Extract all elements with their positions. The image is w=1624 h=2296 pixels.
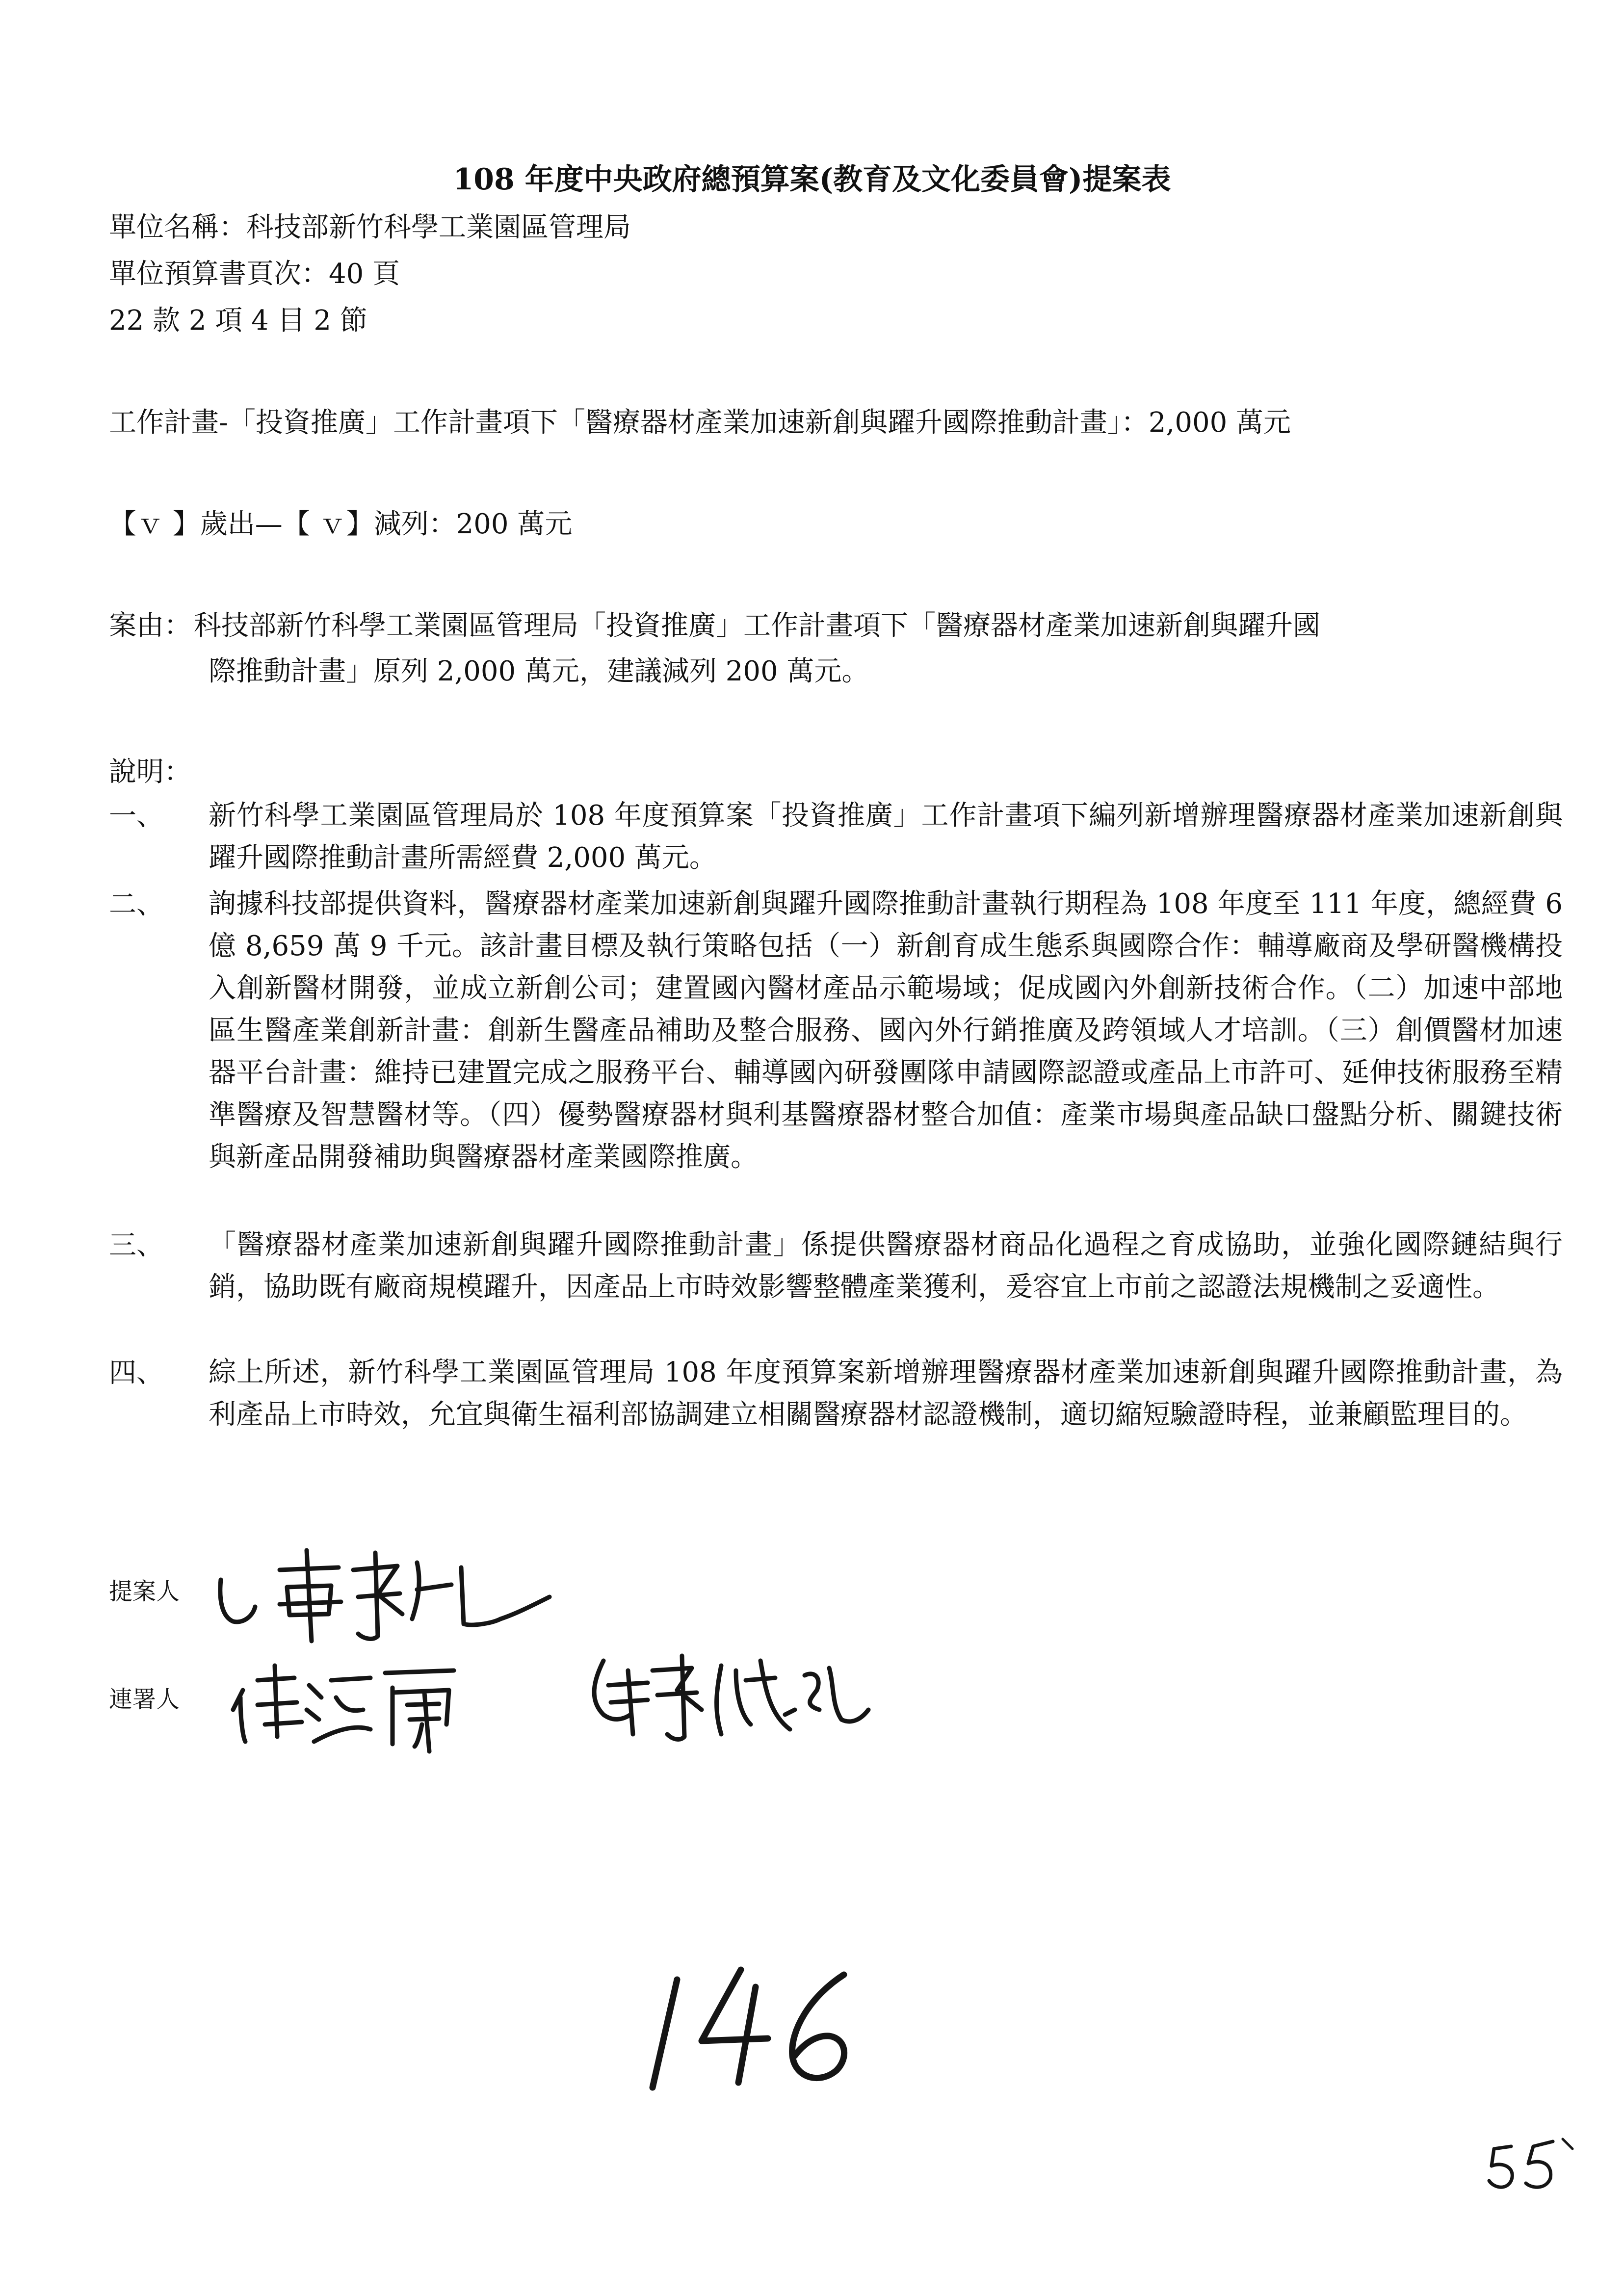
cosigner-signature-2 xyxy=(574,1641,893,1749)
motion-label: 案由： xyxy=(109,610,191,642)
handwritten-corner-mark xyxy=(1484,2134,1577,2198)
explanation-item-1: 新竹科學工業園區管理局於 108 年度預算案「投資推廣」工作計畫項下編列新增辦理醫療器材產業加速新創與躍升國際推動計畫所需經費 2,000 萬元。 xyxy=(209,800,1563,874)
budget-item-ref: 22 款 2 項 4 目 2 節 xyxy=(109,305,367,337)
cosigner-signature-1 xyxy=(223,1651,488,1754)
item-number-2: 二、 xyxy=(109,888,164,920)
explanation-label: 說明： xyxy=(109,756,191,788)
proposer-signature xyxy=(206,1540,559,1644)
item-number-3: 三、 xyxy=(109,1229,164,1261)
motion-line-1: 科技部新竹科學工業園區管理局「投資推廣」工作計畫項下「醫療器材產業加速新創與躍升國 xyxy=(194,610,1320,642)
budget-page-ref: 單位預算書頁次：40 頁 xyxy=(109,258,400,290)
cosigner-label: 連署人 xyxy=(109,1686,180,1713)
item-number-4: 四、 xyxy=(109,1357,164,1389)
explanation-item-2: 詢據科技部提供資料，醫療器材產業加速新創與躍升國際推動計畫執行期程為 108 年度至 111 年度，總經費 6 億 8,659 萬 9 千元。該計畫目標及執行策略包括（一）新創育成生態系與國際合作：輔導廠商及學研醫機構投入創新醫材開發，並成立新創公司；建置國內醫材產品示範場域；促成國內外創新技術合作。（二）加速中部地區生醫產業創新計畫：創新生醫產品補助及整合服務、國內外行銷推廣及跨領域人才培訓。（三）創價醫材加速器平台計畫：維持已建置完成之服務平台、輔導國內研發團隊申請國際認證或產品上市許可、延伸技術服務至精準醫療及智慧醫材等。（四）優勢醫療器材與利基醫療器材整合加值：產業市場與產品缺口盤點分析、關鍵技術與新產品開發補助與醫療器材產業國際推廣。 xyxy=(209,888,1563,1173)
item-number-1: 一、 xyxy=(109,800,164,832)
proposer-label: 提案人 xyxy=(109,1578,180,1605)
checkbox-line: 【ｖ 】歲出—【 ｖ】減列：200 萬元 xyxy=(109,508,573,540)
explanation-item-4: 綜上所述，新竹科學工業園區管理局 108 年度預算案新增辦理醫療器材產業加速新創與躍升國際推動計畫，為利產品上市時效，允宜與衛生福利部協調建立相關醫療器材認證機制，適切縮短驗證時程，並兼顧監理目的。 xyxy=(209,1357,1563,1431)
motion-line-2: 際推動計畫」原列 2,000 萬元，建議減列 200 萬元。 xyxy=(209,655,869,687)
handwritten-page-number xyxy=(643,1957,868,2100)
page-title: 108 年度中央政府總預算案(教育及文化委員會)提案表 xyxy=(453,162,1171,197)
unit-name: 單位名稱：科技部新竹科學工業園區管理局 xyxy=(109,211,631,243)
handwritten-page-number-text xyxy=(623,2073,660,2095)
work-plan-line: 工作計畫-「投資推廣」工作計畫項下「醫療器材產業加速新創與躍升國際推動計畫」：2,000 萬元 xyxy=(109,407,1291,439)
explanation-item-3: 「醫療器材產業加速新創與躍升國際推動計畫」係提供醫療器材商品化過程之育成協助，並強化國際鏈結與行銷，協助既有廠商規模躍升，因產品上市時效影響整體產業獲利，爰容宜上市前之認證法規機制之妥適性。 xyxy=(209,1229,1563,1303)
